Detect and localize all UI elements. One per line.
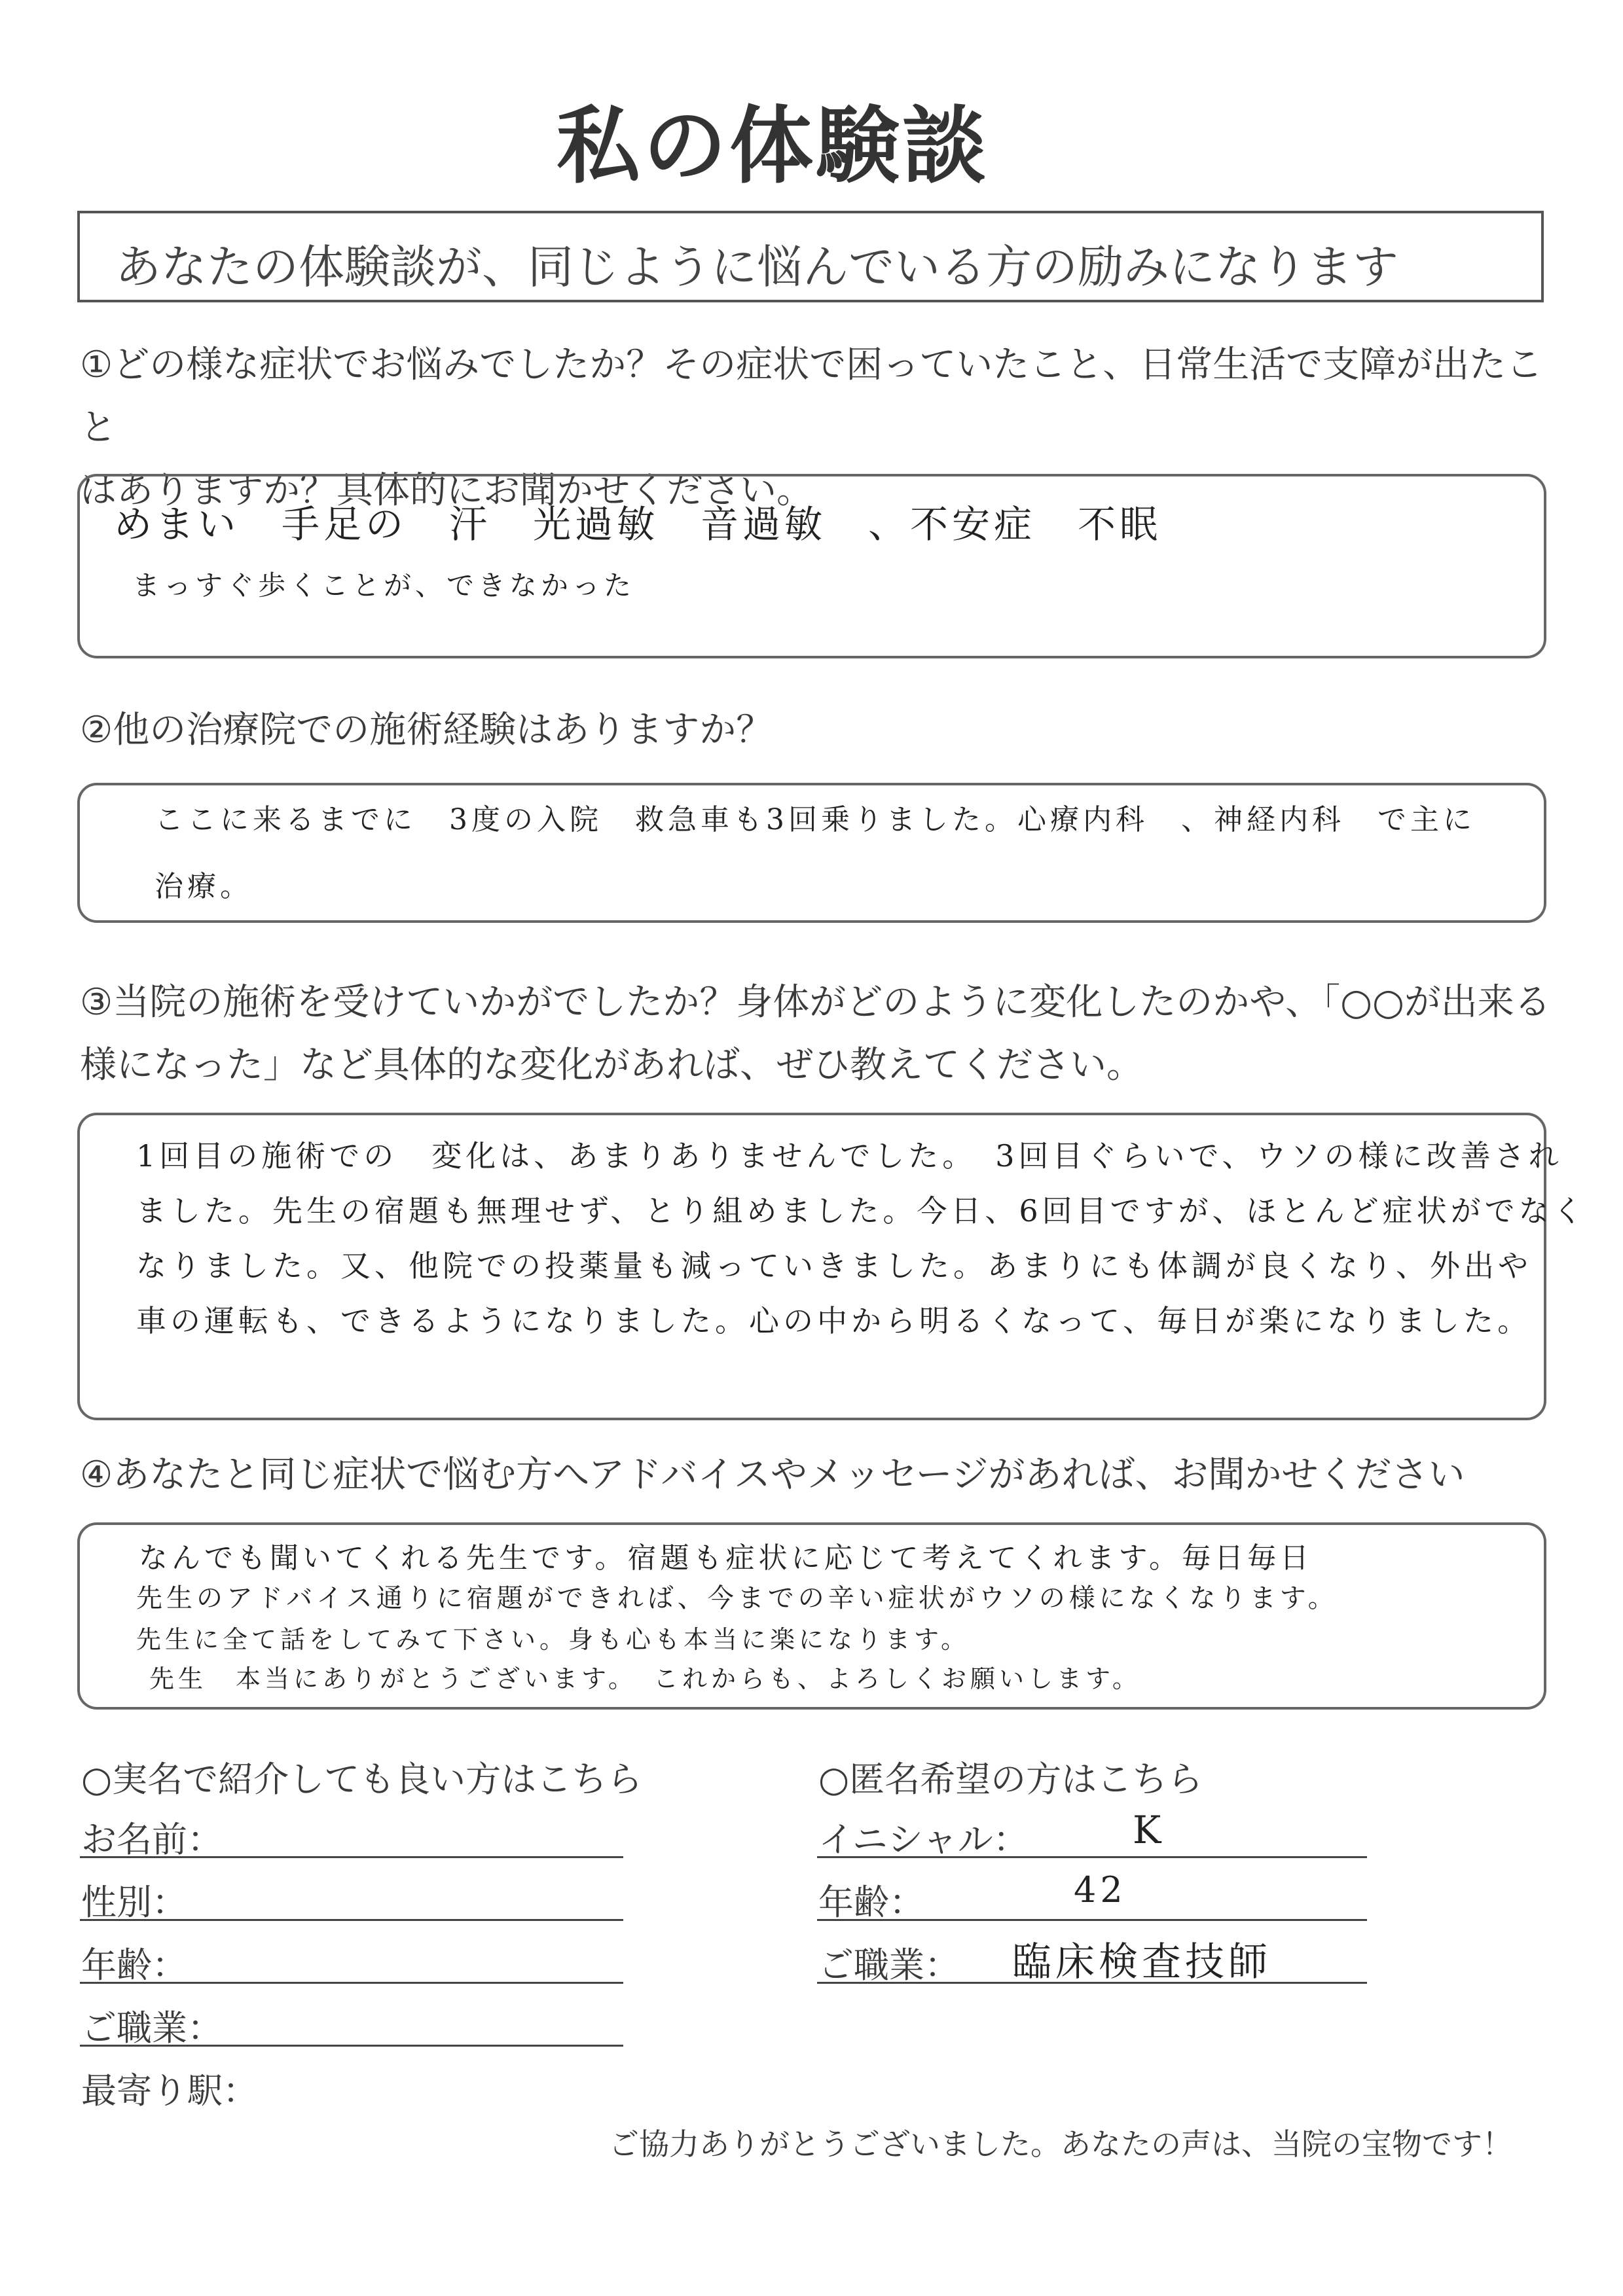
- answer-3-line-2: ました。先生の宿題も無理せず、とり組めました。今日、6回目ですが、ほとんど症状がでなく: [136, 1193, 1587, 1229]
- footer-thanks: ご協力ありがとうございました。あなたの声は、当院の宝物です！: [609, 2126, 1512, 2162]
- anonymous-heading: ○匿名希望の方はこちら: [818, 1759, 1203, 1800]
- answer-3-line-1: 1回目の施術での 変化は、あまりありませんでした。 3回目ぐらいで、ウソの様に改善され: [136, 1138, 1563, 1174]
- question-2-line-1: ②他の治療院での施術経験はありますか？: [80, 709, 773, 751]
- answer-3-box: [77, 1113, 1587, 1420]
- answer-3-line-4: 車の運転も、できるようになりました。心の中から明るくなって、毎日が楽になりました。: [136, 1303, 1532, 1338]
- anonymous-age-underline: [817, 1919, 1367, 1921]
- question-3: [80, 971, 1553, 1097]
- answer-4-line-1: なんでも聞いてくれる先生です。宿題も症状に応じて考えてくれます。毎日毎日: [139, 1541, 1313, 1575]
- page-title: 私の体験談: [556, 98, 989, 195]
- anonymous-initial-label: イニシャル：: [818, 1819, 1029, 1860]
- real-name-age-underline: [80, 1982, 623, 1984]
- real-name-name-underline: [80, 1856, 623, 1858]
- anonymous-job-underline: [817, 1982, 1367, 1984]
- real-name-name-label: お名前：: [81, 1819, 223, 1860]
- answer-2-box: [77, 783, 1546, 923]
- question-4: [80, 1444, 1553, 1507]
- question-4-line-1: ④あなたと同じ症状で悩む方へアドバイスやメッセージがあれば、お聞かせください: [80, 1454, 1465, 1496]
- question-1-line-2: はありますか？具体的にお聞かせください。: [80, 469, 813, 512]
- answer-4-line-2: 先生のアドバイス通りに宿題ができれば、今までの辛い症状がウソの様になくなります。: [136, 1583, 1338, 1613]
- anonymous-initial-underline: [817, 1856, 1367, 1858]
- answer-4-line-4: 先生 本当にありがとうございます。 これからも、よろしくお願いします。: [149, 1664, 1141, 1693]
- real-name-heading: ○実名で紹介しても良い方はこちら: [81, 1759, 643, 1800]
- real-name-job-underline: [80, 2045, 623, 2047]
- question-3-line-1: ③当院の施術を受けていかがでしたか？身体がどのように変化したのかや、「○○が出来る: [80, 981, 1551, 1024]
- question-1-line-1: ①どの様な症状でお悩みでしたか？その症状で困っていたこと、日常生活で支障が出たこと: [80, 344, 1543, 449]
- subtitle: あなたの体験談が、同じように悩んでいる方の励みになります: [115, 240, 1398, 294]
- answer-2-line-2: 治療。: [155, 870, 253, 903]
- anonymous-age-label: 年齢：: [818, 1882, 924, 1923]
- answer-4-box: [77, 1522, 1546, 1710]
- answer-1-line-2: まっすぐ歩くことが、できなかった: [132, 569, 636, 601]
- anonymous-initial-value: K: [1133, 1808, 1165, 1852]
- answer-1-line-1: めまい 手足の 汗 光過敏 音過敏 、不安症 不眠: [114, 502, 1162, 547]
- real-name-gender-label: 性別：: [81, 1882, 187, 1923]
- question-3-line-2: 様になった」など具体的な変化があれば、ぜひ教えてください。: [80, 1044, 1143, 1086]
- answer-2-line-1: ここに来るまでに 3度の入院 救急車も3回乗りました。心療内科 、神経内科 で主に: [155, 803, 1476, 836]
- real-name-age-label: 年齢：: [81, 1945, 187, 1986]
- question-2: [80, 699, 1553, 762]
- real-name-gender-underline: [80, 1919, 623, 1921]
- anonymous-job-label: ご職業：: [818, 1945, 960, 1986]
- anonymous-age-value: 42: [1074, 1869, 1127, 1910]
- real-name-job-label: ご職業：: [81, 2007, 223, 2049]
- subtitle-box: [77, 211, 1544, 302]
- real-name-station-label: 最寄り駅：: [81, 2070, 258, 2111]
- answer-4-line-3: 先生に全て話をしてみて下さい。身も心も本当に楽になります。: [136, 1625, 970, 1654]
- anonymous-job-value: 臨床検査技師: [1012, 1939, 1271, 1985]
- answer-3-line-3: なりました。又、他院での投薬量も減っていきました。あまりにも体調が良くなり、外出や: [136, 1248, 1532, 1283]
- answer-1-box: [77, 474, 1546, 658]
